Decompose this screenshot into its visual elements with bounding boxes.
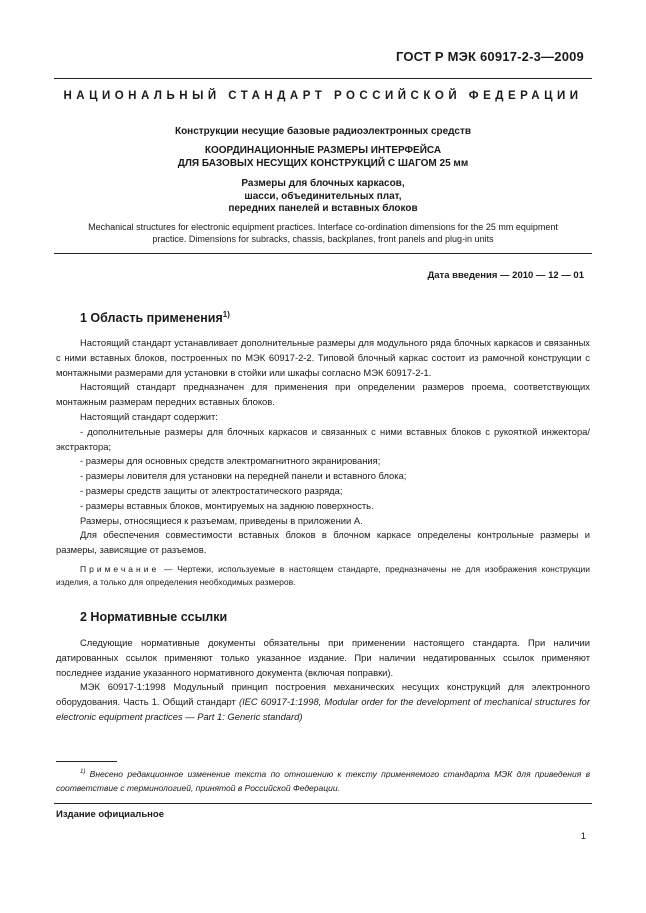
section-1-body: [56, 336, 590, 589]
list-item: - размеры для основных средств электромагнитного экранирования;: [80, 455, 381, 467]
footnote-text: Внесено редакционное изменение текста по отношению к тексту применяемого стандарта МЭК для приведения в соответствие с терминологией, принятой в Российской Федерации.: [56, 768, 590, 793]
sub-title-line: шасси, объединительных плат,: [244, 190, 402, 202]
section-1-title: [80, 310, 230, 325]
english-title: Mechanical structures for electronic equipment practices. Interface co-ordination dimensions for the 25 mm equipment practice. Dimensions for subracks, chassis, backplanes, front panels and plug-in units: [88, 222, 558, 244]
list-item: - дополнительные размеры для блочных каркасов и связанных с ними вставных блоков с рукояткой инжектора/экстрактора;: [56, 425, 590, 452]
main-title-line: ДЛЯ БАЗОВЫХ НЕСУЩИХ КОНСТРУКЦИЙ С ШАГОМ 25 мм: [177, 158, 469, 169]
title-divider: [54, 253, 592, 254]
reference-english: (IEC 60917-1:1998, Modular order for the development of mechanical structures for electronic equipment practices — Part 1: Generic standard): [56, 696, 590, 722]
list-item: - размеры вставных блоков, монтируемых на заднюю поверхность.: [80, 499, 374, 511]
reference-text: МЭК 60917-1:1998 Модульный принцип построения механических несущих конструкций для электронного оборудования. Часть 1. Общий стандарт: [56, 681, 590, 708]
general-title: Конструкции несущие базовые радиоэлектронных средств: [174, 126, 472, 137]
footer-divider: [54, 803, 592, 804]
main-title-line: КООРДИНАЦИОННЫЕ РАЗМЕРЫ ИНТЕРФЕЙСА: [204, 145, 442, 156]
official-edition-label: Издание официальное: [56, 809, 164, 820]
list-item: - размеры ловителя для установки на передней панели и вставного блока;: [80, 470, 407, 482]
standard-code: ГОСТ Р МЭК 60917-2-3—2009: [395, 49, 584, 64]
normative-reference: [56, 680, 590, 724]
footnote-mark: 1): [80, 769, 86, 775]
paragraph: Настоящий стандарт содержит:: [80, 410, 218, 422]
note: [56, 563, 590, 589]
footnote-divider: [56, 761, 117, 762]
paragraph: Настоящий стандарт устанавливает дополнительные размеры для модульного ряда блочных каркасов и связанных с ними вставных блоков, построенных по МЭК 60917-2-2. Типовой блочный каркас состоит из рамочной конструкции с монтажными размерами для установки в стойки или шкафы согласно МЭК 60917-2-1.: [56, 337, 590, 378]
page-number: 1: [580, 831, 586, 842]
sub-title-line: Размеры для блочных каркасов,: [241, 178, 405, 189]
sub-title: [54, 178, 592, 216]
paragraph: Размеры, относящиеся к разъемам, приведены в приложении А.: [80, 514, 363, 526]
section-2-title: 2 Нормативные ссылки: [80, 610, 228, 624]
paragraph: Следующие нормативные документы обязательны при применении настоящего стандарта. При наличии датированных ссылок применяют только указанное издание. При наличии недатированных ссылок применяют последнее издание указанного нормативного документа (включая поправки).: [56, 637, 590, 678]
paragraph: Настоящий стандарт предназначен для применения при определении размеров проема, соответствующих монтажным размерам передних вставных блоков.: [56, 381, 590, 408]
paragraph: Для обеспечения совместимости вставных блоков в блочном каркасе определены контрольные размеры и размеры, зависящие от разъемов.: [56, 529, 590, 556]
note-label: Примечание: [80, 563, 160, 574]
section-2-body: [56, 636, 590, 725]
list-item: - размеры средств защиты от электростатического разряда;: [80, 484, 343, 496]
national-standard-heading: НАЦИОНАЛЬНЫЙ СТАНДАРТ РОССИЙСКОЙ ФЕДЕРАЦИИ: [63, 90, 583, 102]
sub-title-line: передних панелей и вставных блоков: [228, 203, 418, 214]
note-text: — Чертежи, используемые в настоящем стандарте, предназначены не для изображения конструкции изделия, а только для определения необходимых размеров.: [56, 563, 590, 587]
main-title: [54, 144, 592, 170]
header-divider: [54, 78, 592, 79]
footnote: [56, 765, 590, 795]
footnote-reference: 1): [222, 310, 230, 319]
introduction-date: Дата введения — 2010 — 12 — 01: [427, 270, 584, 281]
section-1-title-text: 1 Область применения: [80, 311, 223, 326]
